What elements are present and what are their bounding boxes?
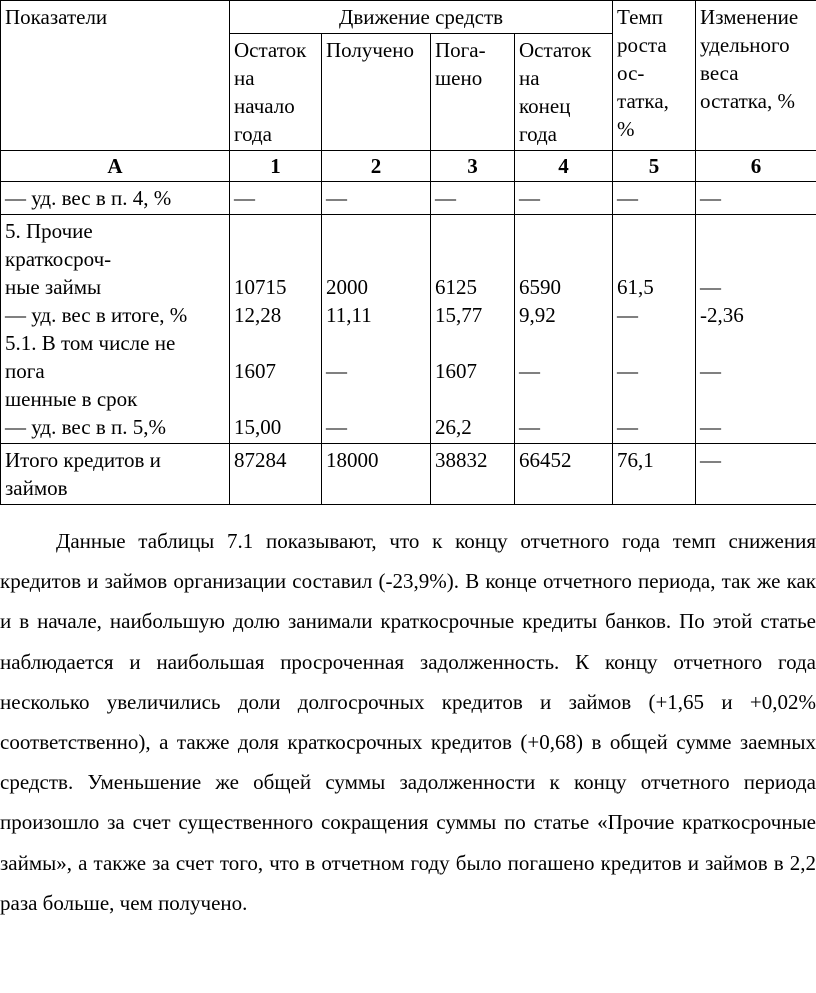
table-cell: —	[617, 415, 639, 439]
table-cell	[617, 245, 691, 273]
header-movement: Движение средств	[230, 1, 613, 34]
table-cell: 1607	[435, 359, 477, 383]
table-cell: 61,5	[617, 275, 654, 299]
table-cell	[234, 329, 317, 357]
header-received: Получено	[322, 34, 431, 151]
table-cell	[617, 385, 691, 413]
table-cell: 11,11	[326, 303, 372, 327]
column-number: 4	[515, 151, 613, 182]
row-label: краткосроч-	[5, 247, 112, 271]
table-cell	[326, 217, 426, 245]
header-text-line: ос-	[617, 61, 645, 85]
body-text	[0, 521, 816, 923]
header-text-line: года	[519, 122, 557, 146]
column-number: А	[1, 151, 230, 182]
table-cell: —	[519, 415, 540, 439]
table-cell: 10715	[234, 275, 287, 299]
table-cell	[617, 217, 691, 245]
block-col-2	[322, 215, 431, 444]
table-cell: 6590	[519, 275, 561, 299]
block-col-5	[613, 215, 696, 444]
row-label: шенные в срок	[5, 387, 138, 411]
row-label: займов	[5, 476, 68, 500]
table-cell: —	[696, 182, 816, 215]
row-label: — уд. вес в п. 4, %	[1, 182, 230, 215]
header-closing	[515, 34, 613, 151]
table-cell: 15,77	[435, 303, 483, 327]
table-cell: —	[700, 359, 722, 383]
block-col-4	[515, 215, 613, 444]
column-number: 2	[322, 151, 431, 182]
analysis-paragraph: Данные таблицы 7.1 показывают, что к концу отчетного года темп снижения кредитов и займов организации составил (-23,9%). В конце отчетного периода, так же как и в начале, наибольшую долю занимали краткосрочные кредиты банков. По этой статье наблюдается и наибольшая просроченная задолженность. К концу отчетного года несколько увеличились доли долгосрочных кредитов и займов (+1,65 и +0,02% соответственно), а также доля краткосрочных кредитов (+0,68) в общей сумме заемных средств. Уменьшение же общей суммы задолженности к концу отчетного периода произошло за счет существенного сокращения суммы по статье «Прочие краткосрочные займы», а также за счет того, что в отчетном году было погашено кредитов и займов в 2,2 раза больше, чем получено.	[0, 529, 816, 915]
header-share-change	[696, 1, 816, 151]
column-number: 6	[696, 151, 816, 182]
header-text-line: %	[617, 117, 635, 141]
header-text-line: года	[234, 122, 272, 146]
column-number: 5	[613, 151, 696, 182]
table-cell: —	[617, 303, 639, 327]
header-text-line: конец	[519, 94, 571, 118]
column-numbers-row	[1, 151, 816, 182]
column-number: 1	[230, 151, 322, 182]
block-col-3	[431, 215, 515, 444]
header-text-line: Изменение	[700, 5, 799, 29]
table-cell	[700, 217, 812, 245]
block-col-1	[230, 215, 322, 444]
header-opening	[230, 34, 322, 151]
table-cell: 26,2	[435, 415, 472, 439]
header-text-line: веса	[700, 61, 739, 85]
row-label: ные займы	[5, 275, 102, 299]
table-cell	[519, 385, 608, 413]
table-cell: —	[617, 359, 639, 383]
table-cell: —	[326, 359, 347, 383]
table-cell: 15,00	[234, 415, 282, 439]
table-cell: 87284	[230, 444, 322, 505]
table-cell: 38832	[431, 444, 515, 505]
row-label: — уд. вес в п. 5,%	[5, 415, 166, 439]
header-row-1	[1, 1, 816, 34]
table-cell	[234, 217, 317, 245]
table-cell: —	[326, 415, 347, 439]
header-text-line: роста	[617, 33, 667, 57]
table-cell: —	[322, 182, 431, 215]
total-label	[1, 444, 230, 505]
table-row	[1, 182, 816, 215]
row-label: — уд. вес в итоге, %	[5, 303, 188, 327]
table-cell	[435, 329, 510, 357]
header-text-line: на	[519, 66, 540, 90]
table-cell	[435, 385, 510, 413]
table-cell	[700, 245, 812, 273]
table-row-block	[1, 215, 816, 444]
table-cell: 66452	[515, 444, 613, 505]
table-cell	[326, 385, 426, 413]
table-cell: 1607	[234, 359, 276, 383]
table-cell: —	[230, 182, 322, 215]
header-text-line: татка,	[617, 89, 669, 113]
table-cell: 76,1	[613, 444, 696, 505]
table-cell: —	[696, 444, 816, 505]
table-cell	[700, 329, 812, 357]
table-cell: —	[515, 182, 613, 215]
table-cell	[519, 217, 608, 245]
table-cell	[326, 329, 426, 357]
row-label: 5. Прочие	[5, 219, 93, 243]
table-cell	[326, 245, 426, 273]
table-cell: —	[613, 182, 696, 215]
row-label: Итого кредитов и	[5, 448, 161, 472]
table-cell: 9,92	[519, 303, 556, 327]
table-cell: 12,28	[234, 303, 282, 327]
total-row	[1, 444, 816, 505]
table-cell	[234, 385, 317, 413]
table-cell	[519, 329, 608, 357]
table-cell: -2,36	[700, 303, 744, 327]
table-cell	[617, 329, 691, 357]
header-text-line: на	[234, 66, 255, 90]
header-indicators: Показатели	[1, 1, 230, 151]
table-cell: —	[700, 415, 722, 439]
header-text-line: начало	[234, 94, 295, 118]
header-text-line: шено	[435, 66, 483, 90]
table-cell: 6125	[435, 275, 477, 299]
table-cell	[519, 245, 608, 273]
header-text-line: остатка, %	[700, 89, 795, 113]
block-col-6	[696, 215, 816, 444]
header-text-line: Темп	[617, 5, 663, 29]
table-cell	[435, 217, 510, 245]
table-cell: —	[700, 275, 722, 299]
block-labels	[1, 215, 230, 444]
header-growth	[613, 1, 696, 151]
header-text-line: Пога-	[435, 38, 486, 62]
table-cell: —	[431, 182, 515, 215]
header-repaid	[431, 34, 515, 151]
table-cell: 18000	[322, 444, 431, 505]
table-cell	[700, 385, 812, 413]
header-text-line: удельного	[700, 33, 790, 57]
table-cell	[234, 245, 317, 273]
row-label: 5.1. В том числе не	[5, 331, 176, 355]
table-cell: 2000	[326, 275, 368, 299]
table-cell: —	[519, 359, 540, 383]
table-cell	[435, 245, 510, 273]
header-text-line: Остаток	[519, 38, 592, 62]
header-text-line: Остаток	[234, 38, 307, 62]
column-number: 3	[431, 151, 515, 182]
row-label: пога	[5, 359, 45, 383]
